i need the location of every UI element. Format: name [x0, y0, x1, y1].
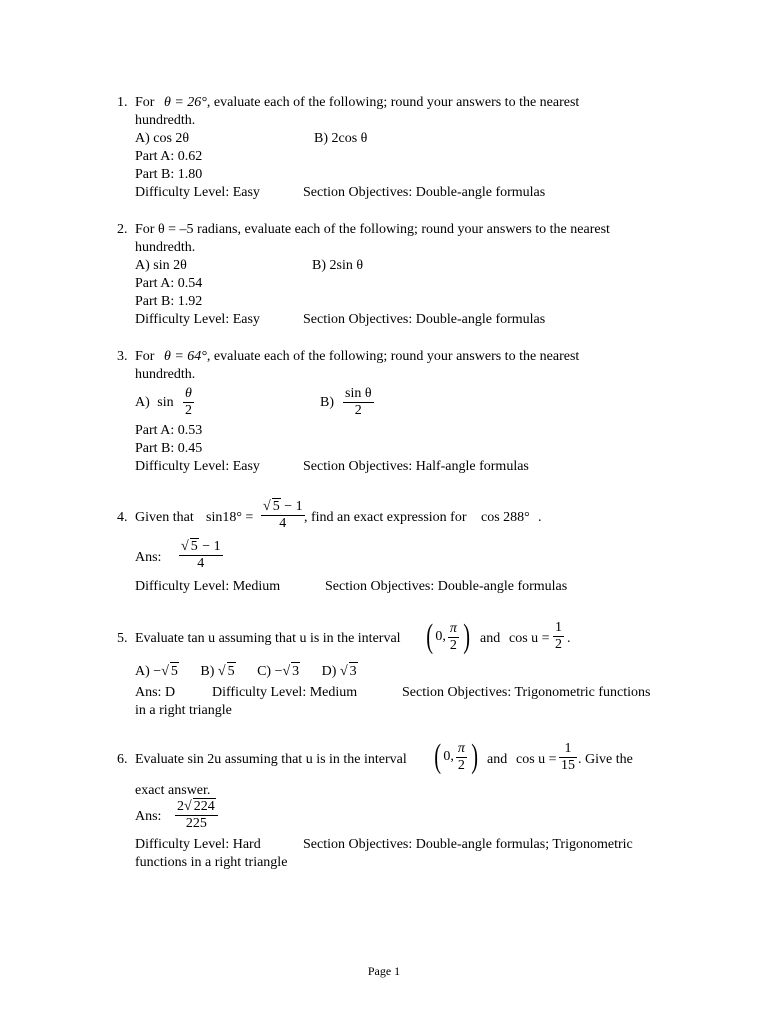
choice-a: A) −√ 5: [135, 664, 178, 679]
difficulty-level: Difficulty Level: Easy: [135, 459, 260, 474]
section-objectives: Section Objectives: Double-angle formulas: [303, 312, 546, 327]
fraction-sqrt5-minus-1-over-4: $\frac{√ 5 - 1}{4}$: [263, 499, 303, 531]
question-3: [117, 348, 717, 476]
fraction-1-over-2: $\frac{1}{2}$: [555, 620, 562, 652]
question-text: For: [135, 349, 155, 364]
question-text-cont: , find an exact expression for: [304, 510, 467, 525]
difficulty-level: Difficulty Level: Medium: [212, 685, 358, 700]
option-b: B) 2sin θ: [312, 258, 364, 273]
question-6: 6. Evaluate sin 2u assuming that u is in the interval ( 0, $\frac{\pi}{2}$ ) and cos u = $\frac{1}{15}$ . Give the exact answer. Ans: $\frac{2√ 224}{225}$ Difficulty Level: Hard Section Objectives: Double-angle formulas; Trigonometric functions in a right triangle: [117, 738, 633, 870]
fraction-1-over-15: $\frac{1}{15}$: [561, 741, 575, 773]
question-2: [117, 221, 717, 329]
interval: ( 0, $\frac{\pi}{2}$ ): [434, 738, 478, 775]
question-5: 5. Evaluate tan u assuming that u is in the interval ( 0, $\frac{\pi}{2}$ ) and cos u = $\frac{1}{2}$ . A) −√ 5 B) √ 5 C) −√ 3 D) √ 3 Ans: D Difficulty Level: Medium Section Objectives: Trigonometric functions in a right triangle: [117, 618, 717, 720]
option-a: A) sin: [135, 395, 174, 410]
theta-value: θ = 64°: [163, 349, 207, 364]
answer-fraction: $\frac{2√ 224}{225}$: [175, 798, 218, 832]
fraction-theta-over-2: $\frac{\theta}{2}$: [185, 386, 192, 418]
question-text: Given that: [135, 510, 194, 525]
question-number: 5.: [117, 631, 128, 646]
question-number: 3.: [117, 349, 128, 364]
section-objectives: Section Objectives: Double-angle formulas: [325, 579, 568, 594]
question-number: 6.: [117, 752, 128, 767]
option-a: A) sin 2θ: [135, 258, 187, 273]
part-b-answer: Part B: 0.45: [135, 441, 203, 456]
answer-label: Ans:: [135, 550, 162, 565]
question-text-line2: exact answer.: [135, 783, 211, 798]
choice-d: D) √ 3: [321, 664, 357, 679]
question-text-line2: hundredth.: [135, 240, 196, 255]
part-b-answer: Part B: 1.92: [135, 294, 203, 309]
difficulty-level: Difficulty Level: Hard: [135, 837, 261, 852]
fraction-sin-theta-over-2: $\frac{\text{sin θ}}{2}$: [345, 386, 372, 418]
section-objectives: Section Objectives: Double-angle formulas: [303, 185, 546, 200]
cos288-target: cos 288°: [481, 510, 530, 525]
sin18-lhs: sin18° =: [206, 510, 254, 525]
option-b: B) 2cos θ: [314, 131, 368, 146]
option-a: A) cos 2θ: [135, 131, 190, 146]
question-text: Evaluate sin 2u assuming that u is in the interval: [135, 752, 407, 767]
answer-label: Ans:: [135, 809, 162, 824]
cos-u-equation: cos u =: [509, 631, 550, 646]
question-text-cont: . Give the: [578, 752, 633, 767]
question-text: Evaluate tan u assuming that u is in the interval: [135, 631, 401, 646]
page-number: Page 1: [367, 964, 401, 978]
section-objectives: Section Objectives: Half-angle formulas: [303, 459, 529, 474]
part-a-answer: Part A: 0.53: [135, 423, 203, 438]
cos-u-equation: cos u =: [516, 752, 557, 767]
difficulty-level: Difficulty Level: Medium: [135, 579, 281, 594]
section-objectives: Section Objectives: Trigonometric functions: [402, 685, 651, 700]
question-1: [117, 94, 717, 202]
part-b-answer: Part B: 1.80: [135, 167, 203, 182]
question-text: For: [135, 95, 155, 110]
question-number: 2.: [117, 222, 128, 237]
question-text-line2: hundredth.: [135, 113, 196, 128]
part-a-answer: Part A: 0.62: [135, 149, 203, 164]
question-number: 4.: [117, 510, 128, 525]
section-objectives-cont: functions in a right triangle: [135, 855, 288, 870]
choices: [135, 660, 717, 684]
section-objectives-cont: in a right triangle: [135, 703, 232, 718]
difficulty-level: Difficulty Level: Easy: [135, 312, 260, 327]
question-number: 1.: [117, 95, 128, 110]
answer-label: Ans: D: [135, 685, 176, 700]
answer-fraction: $\frac{√ 5 - 1}{4}$: [181, 539, 221, 571]
question-text: For θ = –5 radians, evaluate each of the following; round your answers to the nearest: [135, 222, 610, 237]
question-text-line2: hundredth.: [135, 367, 196, 382]
part-a-answer: Part A: 0.54: [135, 276, 203, 291]
interval: ( 0, $\frac{\pi}{2}$ ): [426, 618, 470, 655]
choice-b: B) √ 5: [200, 664, 235, 679]
section-objectives: Section Objectives: Double-angle formulas; Trigonometric: [303, 837, 633, 852]
question-4: 4. Given that sin18° = $\frac{√ 5 - 1}{4}$ , find an exact expression for cos 288° . Ans: $\frac{√ 5 - 1}{4}$ Difficulty Level: Medium Section Objectives: Double-angle formulas: [117, 499, 568, 594]
question-text-cont: , evaluate each of the following; round your answers to the nearest: [206, 349, 580, 364]
choice-c: C) −√ 3: [257, 664, 300, 679]
question-text-cont: , evaluate each of the following; round your answers to the nearest: [206, 95, 580, 110]
option-b-label: B): [320, 395, 334, 410]
theta-value: θ = 26°: [163, 95, 207, 110]
difficulty-level: Difficulty Level: Easy: [135, 185, 260, 200]
